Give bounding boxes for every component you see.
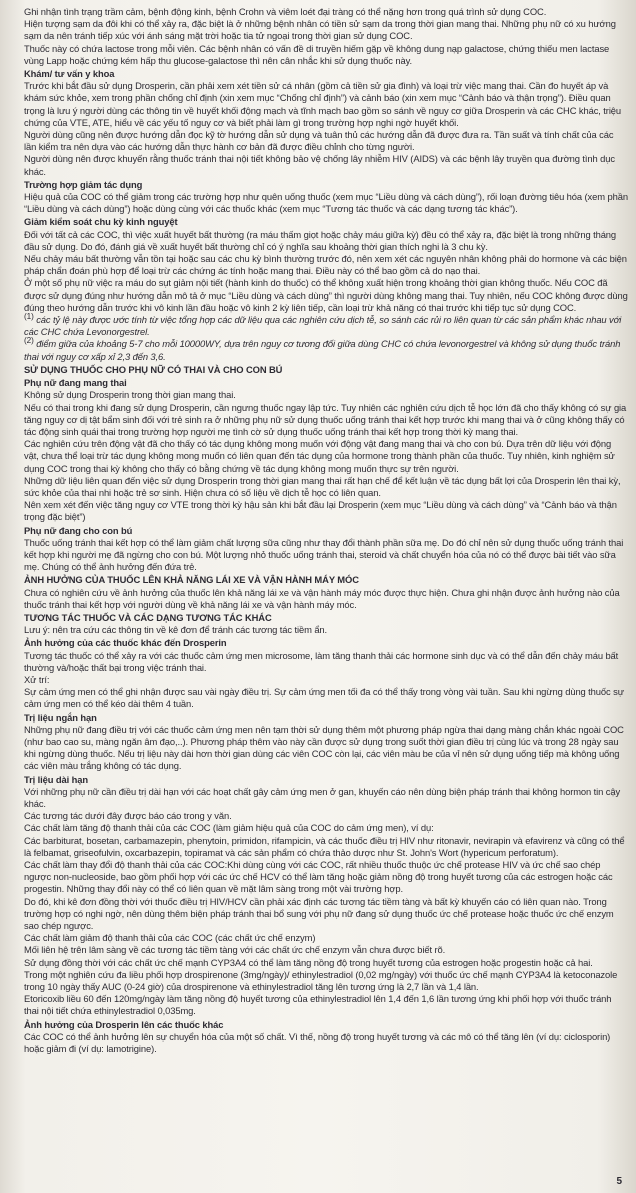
paragraph-text: Giảm kiểm soát chu kỳ kinh nguyệt [24, 216, 178, 228]
footnote [24, 311, 628, 338]
footnote-marker: (2) [24, 336, 34, 346]
paragraph [24, 229, 628, 253]
paragraph [24, 389, 628, 401]
paragraph [24, 1031, 628, 1055]
footnote [24, 338, 628, 362]
paragraph-text: Do đó, khi kê đơn đồng thời với thuốc điều trị HIV/HCV cần phải xác định các tương tác tiềm tàng và bất kỳ khuyến cáo có liên quan nào. Trong trường hợp có nghi ngờ, nên dùng thêm biện pháp tránh thai bổ sung với phụ nữ đang sử dụng thuốc ức chế protease hoặc thuốc ức chế enzym sao chép ngược. [24, 895, 614, 932]
paragraph-text: Nếu có thai trong khi đang sử dụng Drosperin, cần ngưng thuốc ngay lập tức. Tuy nhiên các nghiên cứu dịch tễ học lớn đã cho thấy không có sự gia tăng nguy cơ dị tật bẩm sinh đối với trẻ sinh ra ở những phụ nữ sử dụng thuốc uống tránh thai kết hợp trước khi mang thai và ở cũng không thấy có tác động sinh quái thai trong trường hợp người mẹ tình cờ sử dụng thuốc uống tránh thai kết hợp trong thời kỳ mang thai. [24, 401, 627, 437]
section-heading [24, 774, 628, 786]
paragraph [24, 969, 628, 993]
paragraph-text: Ảnh hưởng của các thuốc khác đến Drosperin [24, 637, 227, 649]
paragraph [24, 499, 628, 523]
section-heading [24, 179, 628, 191]
paragraph-text: TƯƠNG TÁC THUỐC VÀ CÁC DẠNG TƯƠNG TÁC KHÁC [24, 611, 272, 623]
paragraph-text: Các barbiturat, bosetan, carbamazepin, phenytoin, primidon, rifampicin, và các thuốc điều trị HIV như ritonavir, nevirapin và efavirenz và cũng có thể là felbamat, griseofulvin, oxcarbazepin, topiramat và các sản phẩm có chứa thảo dược như St. John's Wort (hypericum perforatum). [24, 834, 625, 858]
paragraph [24, 724, 628, 773]
paragraph [24, 277, 628, 314]
section-heading [24, 216, 628, 228]
paragraph-text: Ghi nhận tình trạng trầm cảm, bệnh động kinh, bệnh Crohn và viêm loét đại tràng có thể nặng hơn trong quá trình sử dụng COC. [24, 6, 547, 17]
paragraph-text: Trị liệu ngắn hạn [24, 711, 97, 723]
paragraph [24, 624, 628, 636]
paragraph [24, 859, 628, 896]
paragraph-text: Phụ nữ đang mang thai [24, 377, 127, 389]
paragraph [24, 6, 628, 18]
paragraph [24, 786, 628, 810]
paragraph-text: Phụ nữ đang cho con bú [24, 524, 133, 536]
paragraph-text: Không sử dụng Drosperin trong thời gian mang thai. [24, 389, 236, 401]
paragraph-text: Nên xem xét đến việc tăng nguy cơ VTE trong thời kỳ hậu sản khi bắt đầu lại Drosperin (xem mục “Liều dùng và cách dùng” và “Cảnh báo và thận trọng đặc biệt”) [24, 499, 617, 523]
paragraph [24, 191, 628, 215]
paragraph-text: điểm giữa của khoảng 5-7 cho mỗi 10000WY, dựa trên nguy cơ tương đối giữa dùng CHC có chứa levonorgestrel và không sử dụng thuốc tránh thai với nguy cơ xấp xỉ 2,3 đến 3,6. [24, 338, 621, 362]
paragraph [24, 674, 628, 686]
paragraph-text: các tỷ lệ này được ước tính từ việc tổng hợp các dữ liệu qua các nghiên cứu dịch tễ, so sánh các rủi ro liên quan từ các sản phẩm khác nhau với các CHC chứa Levonorgestrel. [24, 314, 622, 338]
page-number: 5 [616, 1176, 622, 1187]
paragraph-text: Etoricoxib liều 60 đến 120mg/ngày làm tăng nồng độ huyết tương của ethinylestradiol lên 1,4 đến 1,6 lần tương ứng khi phối hợp với thuốc tránh thai nội tiết chứa ethinylestradiol 0,035mg. [24, 993, 612, 1017]
paragraph [24, 475, 628, 499]
section-heading [24, 712, 628, 724]
paragraph [24, 944, 628, 956]
paragraph [24, 18, 628, 42]
paragraph [24, 957, 628, 969]
paragraph [24, 80, 628, 129]
paragraph-text: Tương tác thuốc có thể xảy ra với các thuốc cảm ứng men microsome, làm tăng thanh thải các hormone sinh dục và có thể dẫn đến chảy máu bất thường và/hoặc thất bại trong việc tránh thai. [24, 649, 619, 673]
paragraph [24, 686, 628, 710]
paragraph [24, 129, 628, 153]
paragraph-text: Các chất làm giảm độ thanh thải của các COC (các chất ức chế enzym) [24, 932, 316, 944]
paragraph-text: Những phụ nữ đang điều trị với các thuốc cảm ứng men nên tạm thời sử dụng thêm một phương pháp ngừa thai dạng màng chắn khác ngoài COC (như bao cao su, màng ngăn âm đạo,..). Phương pháp thêm vào này cần được sử dụng trong suốt thời gian điều trị cùng lúc và trong 28 ngày sau khi ngừng dùng thuốc. Nếu trị liệu này dài hơn thời gian dùng các viên COC còn lại, các viên màu be của vỉ nên sử dụng uống tiếp mà không uống các viên màu trắng không có tác dụng. [24, 723, 624, 772]
document-body [24, 6, 628, 1055]
paragraph-text: Chưa có nghiên cứu về ảnh hưởng của thuốc lên khả năng lái xe và vận hành máy móc được thực hiện. Chưa ghi nhận được ảnh hưởng nào của thuốc tránh thai kết hợp với người dùng về khả năng lái xe và vận hành máy móc. [24, 586, 620, 610]
section-heading [24, 525, 628, 537]
paragraph-text: Người dùng nên được khuyến rằng thuốc tránh thai nội tiết không bảo vệ chống lây nhiễm HIV (AIDS) và các bệnh lây truyền qua đường tình dục khác. [24, 153, 615, 177]
paragraph [24, 253, 628, 277]
section-heading [24, 612, 628, 624]
paragraph [24, 932, 628, 944]
paragraph-text: Thuốc uống tránh thai kết hợp có thể làm giảm chất lượng sữa cũng như thay đổi thành phần sữa mẹ. Do đó chỉ nên sử dụng thuốc uống tránh thai kết hợp khi người mẹ đã ngừng cho con bú. Một lượng nhỏ thuốc uống tránh thai, steroid và chất chuyển hóa của nó có thể được bài tiết vào sữa mẹ. Chúng có thể ảnh hưởng đến đứa trẻ. [24, 536, 624, 573]
section-heading [24, 1019, 628, 1031]
paragraph-text: Những dữ liệu liên quan đến việc sử dụng Drosperin trong thời gian mang thai rất hạn chế để kết luận về tác dụng bất lợi của Drosperin lên thai kỳ, sức khỏe của thai nhi hoặc trẻ sơ sinh. Hiện chưa có số liệu về dịch tễ học có liên quan. [24, 474, 621, 498]
paragraph-text: Hiện tượng sạm da đôi khi có thể xảy ra, đặc biệt là ở những bệnh nhân có tiền sử sạm da trong thời gian mang thai. Những phụ nữ có xu hướng sạm da nên tránh tiếp xúc với ánh sáng mặt trời hoặc tia tử ngoại trong thời gian sử dụng COC. [24, 18, 616, 42]
paragraph-text: Ảnh hưởng của Drosperin lên các thuốc khác [24, 1018, 224, 1030]
paragraph-text: Ở một số phụ nữ việc ra máu do sụt giảm nội tiết (hành kinh do thuốc) có thể không xuất hiện trong khoảng thời gian không thuốc. Nếu COC đã được sử dụng đúng như hướng dẫn mô tả ở mục “Liều dùng và cách dùng” thì người dùng không mang thai. Tuy nhiên, nếu COC không được dùng đúng theo hướng dẫn trước khi vô kinh lần đầu hoặc vô kinh 2 kỳ liên tiếp, cần loại trừ khả năng có thai trước khi tiếp tục sử dụng COC. [24, 277, 628, 313]
paragraph-text: Lưu ý: nên tra cứu các thông tin về kê đơn để tránh các tương tác tiềm ẩn. [24, 624, 328, 636]
section-heading [24, 574, 628, 586]
paragraph-text: Đối với tất cả các COC, thì việc xuất huyết bất thường (ra máu thấm giọt hoặc chảy máu giữa kỳ) đều có thể xảy ra, đặc biệt là trong những tháng đầu sử dụng. Do đó, đánh giá về xuất huyết bất thường chỉ có ý nghĩa sau khoảng thời gian thích nghi là 3 chu kỳ. [24, 228, 617, 252]
paragraph-text: Người dùng cũng nên được hướng dẫn đọc kỹ tờ hướng dẫn sử dụng và tuân thủ các hướng dẫn đã được đưa ra. Tần suất và tính chất của các lần kiểm tra nên dựa vào các hướng dẫn thực hành cơ bản đã được điều chỉnh cho từng người. [24, 129, 614, 153]
paragraph-text: Các chất làm thay đổi độ thanh thải của các COC:Khi dùng cùng với các COC, rất nhiều thuốc thuộc ức chế protease HIV và ức chế sao chép ngược non-nucleoside, bao gồm phối hợp với các ức chế HCV có thể làm tăng hoặc giảm nồng độ trong huyết tương của các estrogen hoặc các progestin. Những thay đổi này có thể có liên quan về mặt lâm sàng trong một vài trường hợp. [24, 859, 613, 895]
paragraph [24, 993, 628, 1017]
paragraph-text: Các nghiên cứu trên động vật đã cho thấy có tác dụng không mong muốn với động vật đang mang thai và cho con bú. Dựa trên dữ liệu với động vật, chưa thể loại trừ tác dụng không mong muốn có liên quan đến tác dụng của hormone trong thành phần của thuốc. Tuy nhiên, kinh nghiệm sử dụng COC trong thai kỳ không cho thấy có bằng chứng về tác dụng không mong muốn thực sự trên người. [24, 438, 615, 474]
paragraph-text: Trị liệu dài hạn [24, 773, 89, 785]
paragraph-text: Thuốc này có chứa lactose trong mỗi viên. Các bệnh nhân có vấn đề di truyền hiếm gặp về không dung nạp galactose, chứng thiếu men lactase vùng Lapp hoặc chứng kém hấp thu glucose-galactose thì nên cân nhắc khi sử dụng thuốc này. [24, 42, 610, 66]
paragraph [24, 537, 628, 574]
paragraph [24, 822, 628, 834]
paragraph-text: Trường hợp giảm tác dụng [24, 178, 143, 190]
paragraph [24, 587, 628, 611]
paragraph [24, 650, 628, 674]
paragraph [24, 43, 628, 67]
paragraph-text: Các COC có thể ảnh hưởng lên sự chuyển hóa của một số chất. Vì thế, nồng độ trong huyết tương và các mô có thể tăng lên (ví dụ: ciclosporin) hoặc giảm đi (ví dụ: lamotrigine). [24, 1030, 611, 1055]
section-heading [24, 377, 628, 389]
section-heading [24, 364, 628, 376]
paragraph-text: Trước khi bắt đầu sử dụng Drosperin, cần phải xem xét tiền sử cá nhân (gồm cả tiền sử gia đình) và loại trừ việc mang thai. Cần đo huyết áp và khám sức khỏe, xem trong phần chống chỉ định (xin xem mục “Chống chỉ định”) và cảnh báo (xin xem mục “Cảnh báo và thận trọng”). Điều quan trọng là lưu ý người dùng các thông tin về huyết khối động mạch và tĩnh mạch bao gồm so sánh về nguy cơ giữa Drosperin và các CHC khác, triệu chứng của VTE, ATE, hiểu về các yếu tố nguy cơ và biết phải làm gì trong trường hợp nghi ngờ huyết khối. [24, 80, 622, 128]
paragraph [24, 153, 628, 177]
paragraph-text: Mối liên hệ trên lâm sàng về các tương tác tiềm tàng với các chất ức chế enzym vẫn chưa được biết rõ. [24, 944, 446, 956]
paragraph-text: Sử dụng đồng thời với các chất ức chế mạnh CYP3A4 có thể làm tăng nồng độ trong huyết tương của estrogen hoặc progestin hoặc cả hai. [24, 956, 593, 968]
paragraph-text: Sự cảm ứng men có thể ghi nhận được sau vài ngày điều trị. Sự cảm ứng men tối đa có thể thấy trong vòng vài tuần. Sau khi ngừng dùng thuốc sự cảm ứng men có thể kéo dài thêm 4 tuần. [24, 686, 624, 710]
paragraph-text: Các chất làm tăng độ thanh thải của các COC (làm giảm hiệu quả của COC do cảm ứng men), ví dụ: [24, 822, 434, 834]
paragraph [24, 438, 628, 475]
paragraph-text: Khám/ tư vấn y khoa [24, 68, 115, 80]
footnote-marker: (1) [24, 311, 34, 321]
paragraph [24, 835, 628, 859]
section-heading [24, 637, 628, 649]
paragraph-text: ẢNH HƯỞNG CỦA THUỐC LÊN KHẢ NĂNG LÁI XE VÀ VẬN HÀNH MÁY MÓC [24, 574, 359, 586]
paragraph-text: SỬ DỤNG THUỐC CHO PHỤ NỮ CÓ THAI VÀ CHO CON BÚ [24, 363, 283, 375]
paragraph-text: Với những phụ nữ cần điều trị dài hạn với các hoạt chất gây cảm ứng men ở gan, khuyến cáo nên dùng biện pháp tránh thai không hormon tin cậy khác. [24, 785, 621, 809]
paragraph [24, 896, 628, 933]
section-heading [24, 68, 628, 80]
paragraph [24, 810, 628, 822]
paragraph-text: Trong một nghiên cứu đa liều phối hợp drospirenone (3mg/ngày)/ ethinylestradiol (0,02 mg/ngày) với thuốc ức chế mạnh CYP3A4 là ketoconazole trong 10 ngày thấy AUC (0-24 giờ) của drospirenone và ethinylestradiol tăng lên tương ứng là 2,7 lần và 1,4 lần. [24, 968, 618, 993]
paragraph [24, 402, 628, 439]
paragraph-text: Nếu chảy máu bất thường vẫn tồn tại hoặc sau các chu kỳ bình thường trước đó, nên xem xét các nguyên nhân không phải do hormone và các biện pháp chẩn đoán phù hợp để loại trừ các chứng ác tính hoặc mang thai. Điều này có thể bao gồm cả do nạo thai. [24, 253, 627, 277]
paragraph-text: Xử trí: [24, 673, 50, 685]
paragraph-text: Các tương tác dưới đây được báo cáo trong y văn. [24, 810, 232, 822]
paragraph-text: Hiệu quả của COC có thể giảm trong các trường hợp như quên uống thuốc (xem mục “Liều dùng và cách dùng”), rối loạn đường tiêu hóa (xem phần “Liều dùng và cách dùng”) hoặc dùng cùng với các thuốc khác (xem mục “Tương tác thuốc và các dạng tương tác khác”). [24, 191, 628, 215]
